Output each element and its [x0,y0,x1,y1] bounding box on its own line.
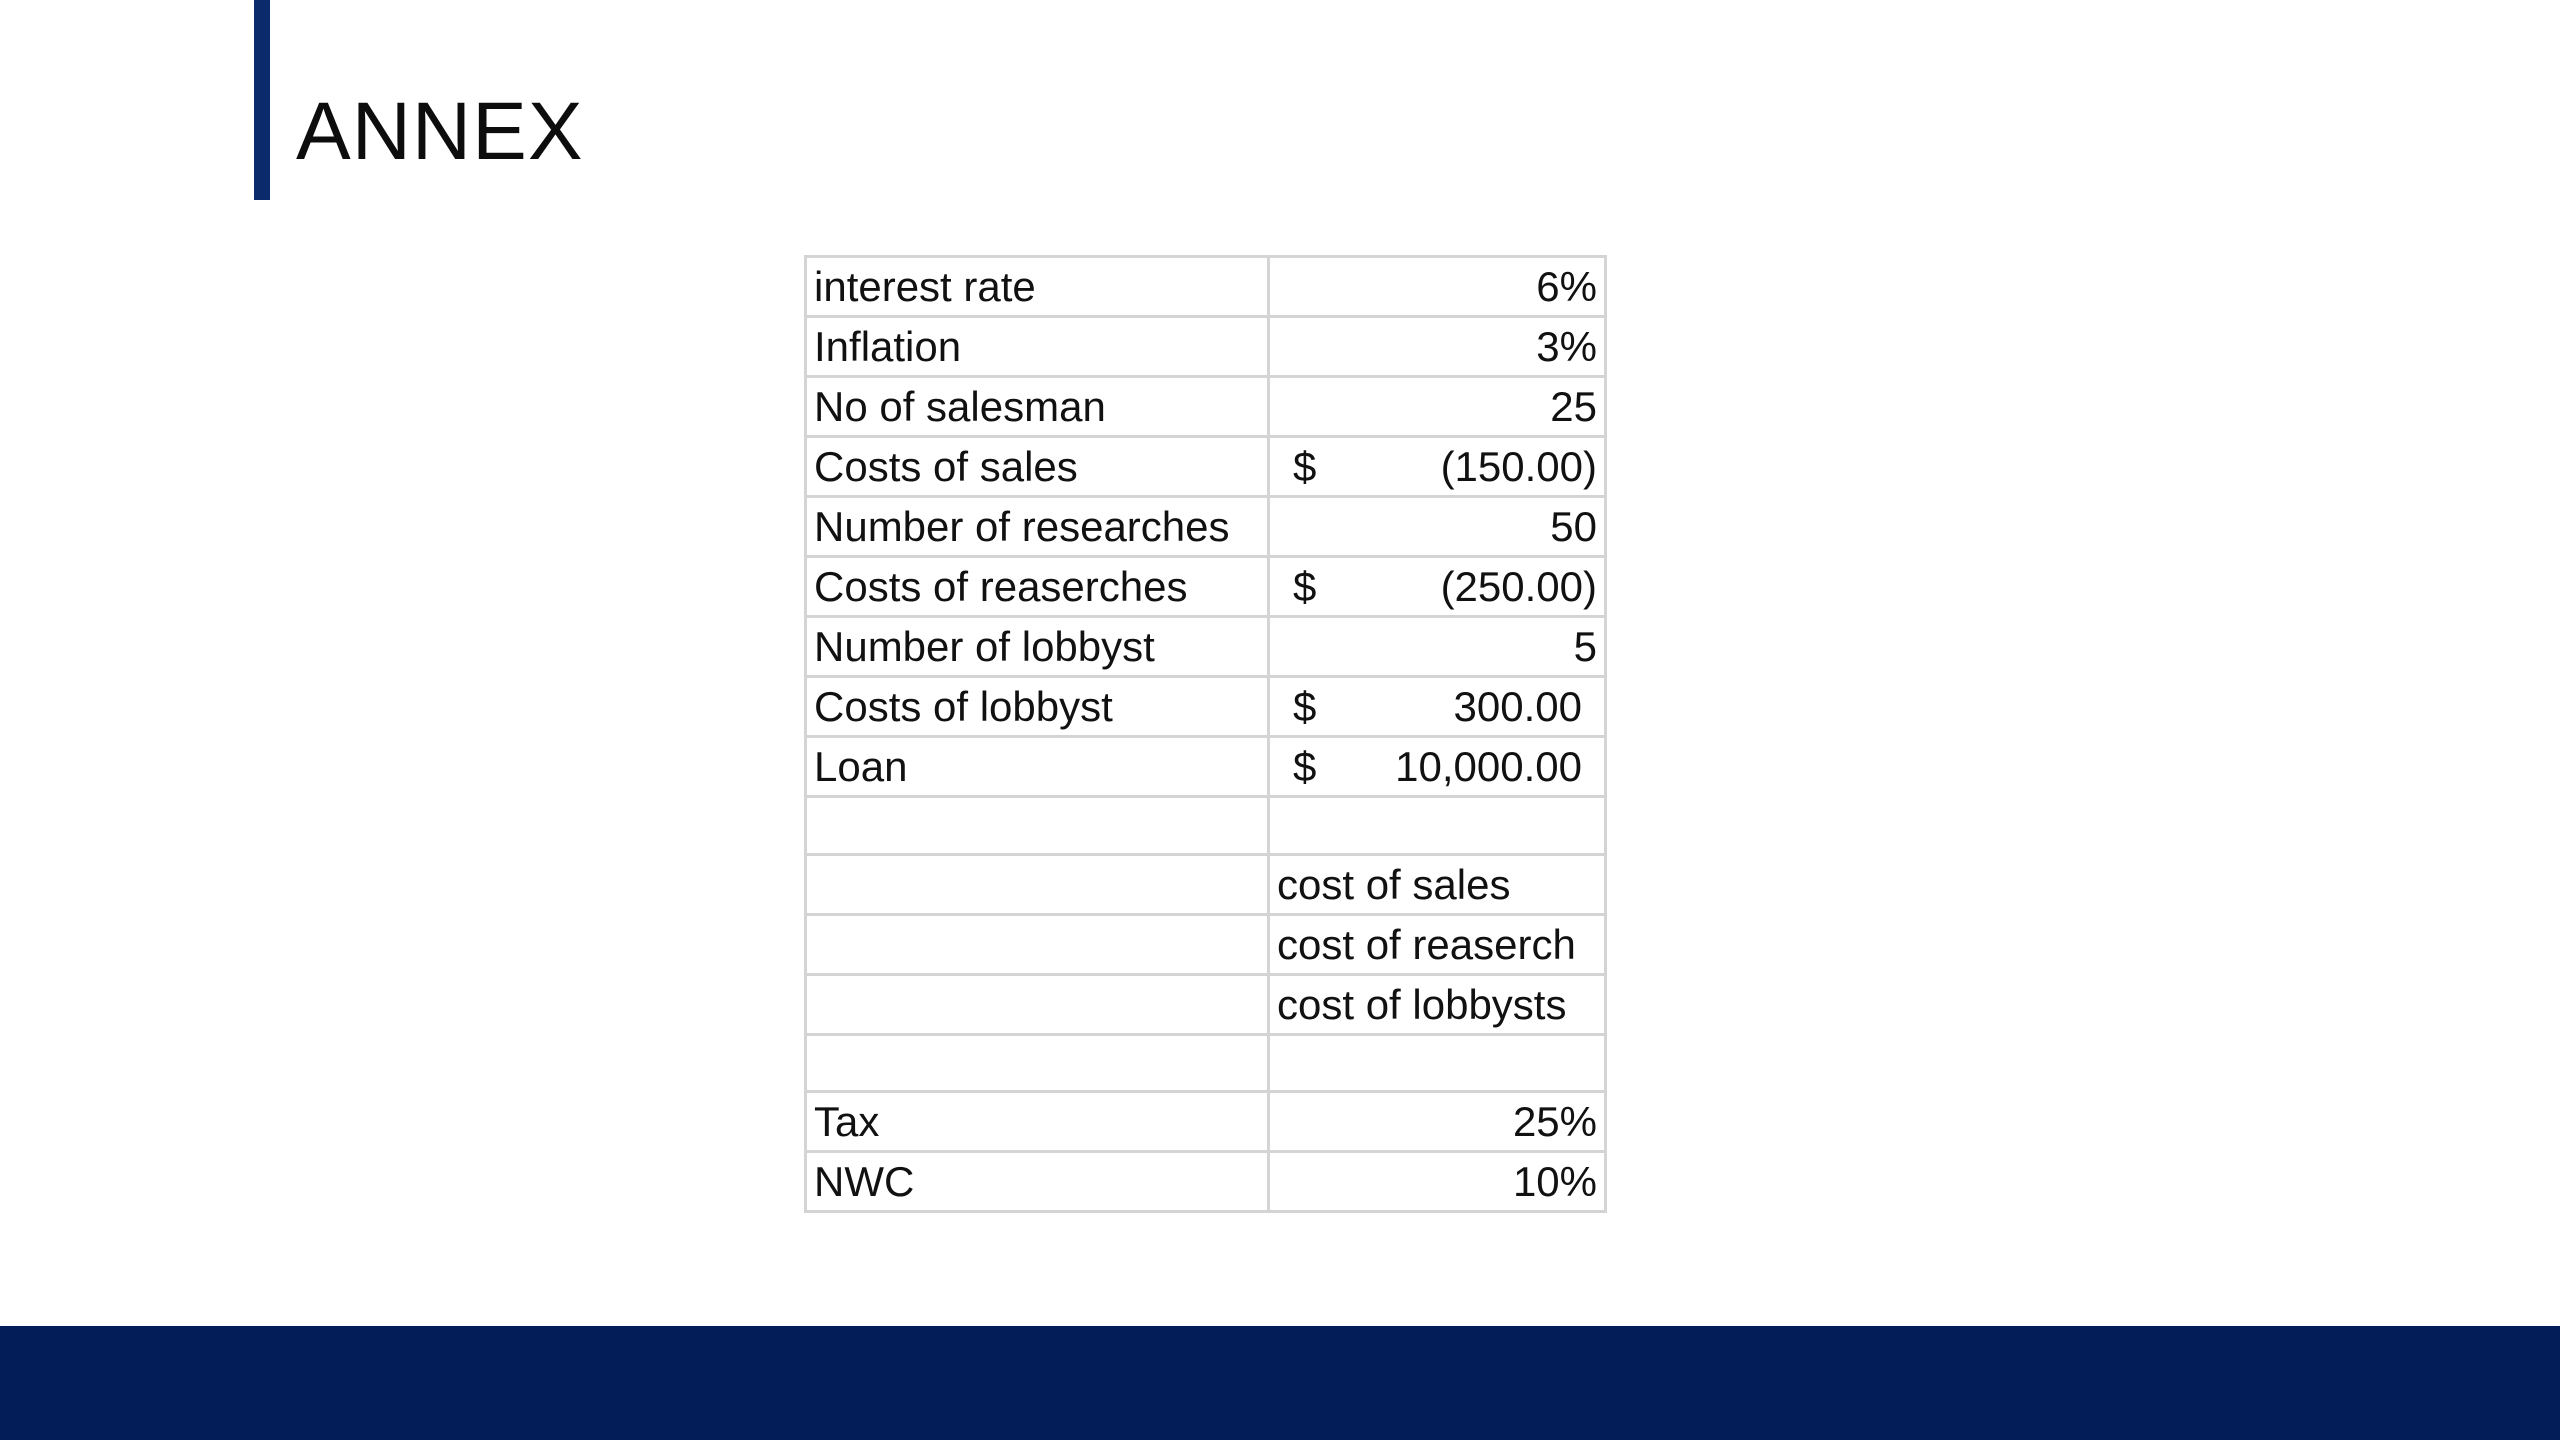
row-value: 3% [1269,317,1606,377]
row-label: NWC [806,1152,1269,1212]
row-value: 10,000.00 [1395,743,1582,790]
row-label: Loan [806,737,1269,797]
title-accent-bar [254,0,270,200]
row-value: 6% [1269,257,1606,317]
row-value: 5 [1269,617,1606,677]
table-row [806,914,1606,974]
table-row [806,377,1606,437]
table-row [806,437,1606,497]
table-row [806,854,1606,914]
table-row [806,617,1606,677]
row-label [806,914,1269,974]
table-row [806,974,1606,1034]
row-label: No of salesman [806,377,1269,437]
row-value: 25% [1269,1092,1606,1152]
table-row [806,677,1606,737]
row-value: (150.00) [1440,443,1597,490]
row-label: Inflation [806,317,1269,377]
currency-symbol: $ [1293,683,1317,730]
row-value-cell [1269,737,1606,797]
row-label [806,854,1269,914]
row-label [806,797,1269,855]
row-value: (250.00) [1440,563,1597,610]
row-note: cost of sales [1269,854,1606,914]
row-label: Tax [806,1092,1269,1152]
table-row [806,257,1606,317]
row-label: Costs of sales [806,437,1269,497]
table-row [806,737,1606,797]
row-value-cell [1269,437,1606,497]
row-label [806,1034,1269,1092]
row-value: 25 [1269,377,1606,437]
row-label: Number of lobbyst [806,617,1269,677]
table-row [806,1152,1606,1212]
row-note: cost of lobbysts [1269,974,1606,1034]
row-note: cost of reaserch [1269,914,1606,974]
row-value: 10% [1269,1152,1606,1212]
row-label [806,974,1269,1034]
row-value [1269,797,1606,855]
table-row [806,1092,1606,1152]
table-row-empty [806,797,1606,855]
row-label: interest rate [806,257,1269,317]
currency-symbol: $ [1293,443,1317,490]
annex-table-container [804,255,1604,1213]
currency-symbol: $ [1293,563,1317,610]
table-row [806,557,1606,617]
table-row [806,317,1606,377]
table-row [806,497,1606,557]
row-label: Number of researches [806,497,1269,557]
row-value: 50 [1269,497,1606,557]
row-value-cell [1269,557,1606,617]
footer-band [0,1326,2560,1440]
row-value: 300.00 [1453,683,1582,730]
row-value-cell [1269,677,1606,737]
table-row-empty [806,1034,1606,1092]
annex-table [804,255,1607,1213]
row-label: Costs of lobbyst [806,677,1269,737]
currency-symbol: $ [1293,743,1317,790]
row-value [1269,1034,1606,1092]
slide-title: ANNEX [296,86,584,177]
row-label: Costs of reaserches [806,557,1269,617]
